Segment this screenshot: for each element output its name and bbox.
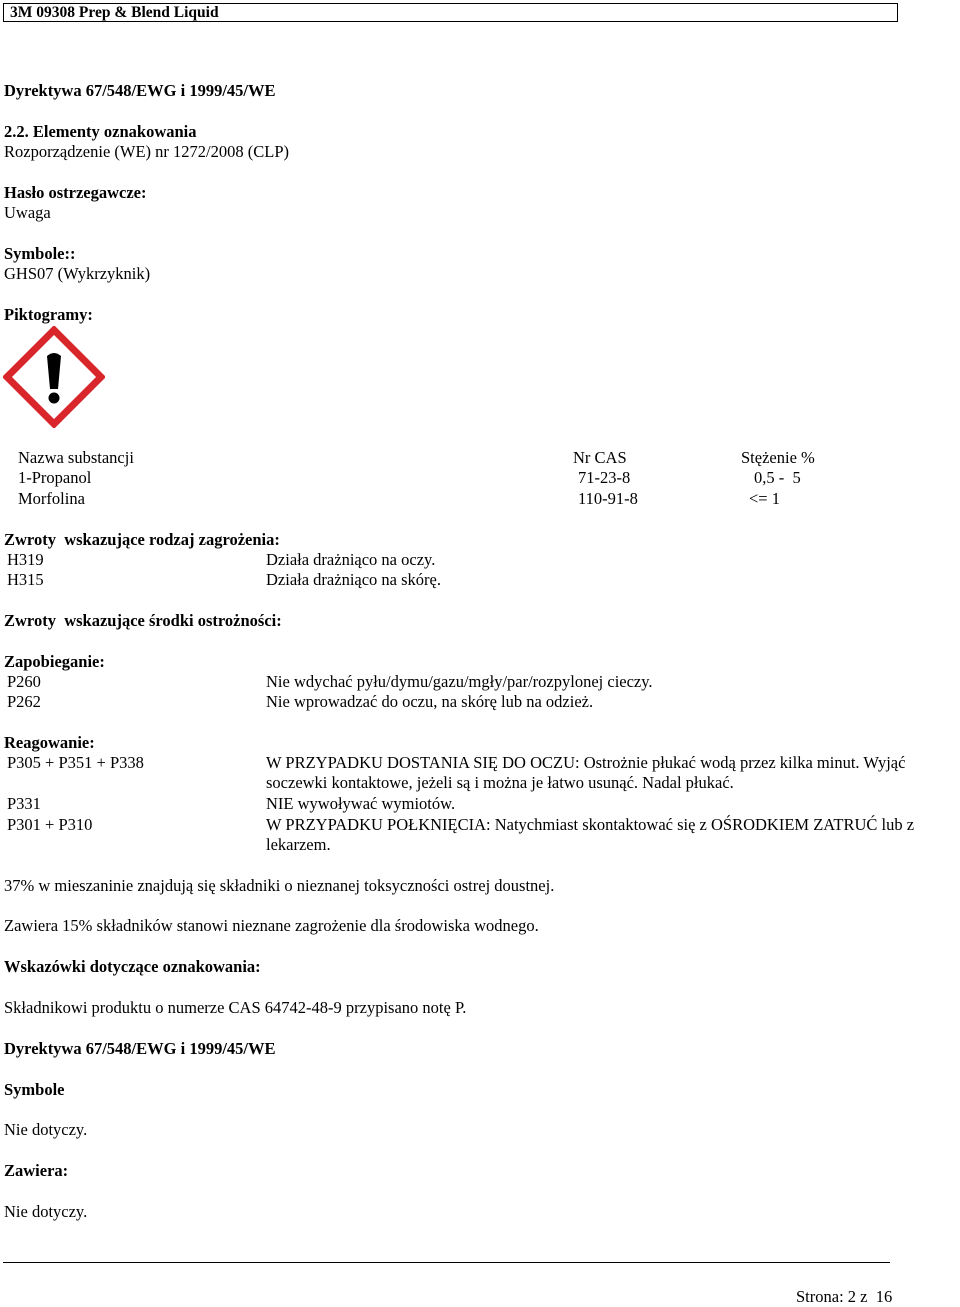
signal-word-value: Uwaga — [4, 203, 51, 222]
directive-heading-bottom: Dyrektywa 67/548/EWG i 1999/45/WE — [4, 1039, 276, 1058]
labelling-tips-text: Składnikowi produktu o numerze CAS 64742-48-9 przypisano notę P. — [4, 998, 467, 1017]
note-aquatic: Zawiera 15% składników stanowi nieznane zagrożenie dla środowiska wodnego. — [4, 916, 539, 935]
hazard-code: H319 — [7, 550, 44, 569]
col-header-cas: Nr CAS — [573, 448, 627, 467]
hazard-text: Działa drażniąco na skórę. — [266, 570, 441, 589]
precaution-text: W PRZYPADKU POŁKNIĘCIA: Natychmiast skontaktować się z OŚRODKIEM ZATRUĆ lub z lekarzem. — [266, 815, 915, 854]
section-title: 2.2. Elementy oznakowania — [4, 122, 197, 141]
header-box — [3, 3, 898, 22]
signal-word-label: Hasło ostrzegawcze: — [4, 183, 147, 202]
precaution-text: Nie wdychać pyłu/dymu/gazu/mgły/par/rozpylonej cieczy. — [266, 672, 653, 691]
response-label: Reagowanie: — [4, 733, 95, 752]
prevention-label: Zapobieganie: — [4, 652, 105, 671]
footer-divider — [3, 1262, 890, 1263]
symbols-label: Symbole:: — [4, 244, 76, 263]
directive-symbols-label: Symbole — [4, 1080, 65, 1099]
directive-symbols-value: Nie dotyczy. — [4, 1120, 88, 1139]
substance-name: 1-Propanol — [18, 468, 92, 487]
precaution-code: P301 + P310 — [7, 815, 93, 834]
regulation-title: Rozporządzenie (WE) nr 1272/2008 (CLP) — [4, 142, 289, 161]
directive-contains-value: Nie dotyczy. — [4, 1202, 88, 1221]
precaution-text: Nie wprowadzać do oczu, na skórę lub na odzież. — [266, 692, 594, 711]
substance-cas: 71-23-8 — [578, 468, 631, 487]
directive-heading-top: Dyrektywa 67/548/EWG i 1999/45/WE — [4, 81, 276, 100]
symbols-value: GHS07 (Wykrzyknik) — [4, 264, 151, 283]
hazard-code: H315 — [7, 570, 44, 589]
substance-cas: 110-91-8 — [578, 489, 638, 508]
page-number: Strona: 2 z 16 — [796, 1287, 893, 1306]
precaution-code: P331 — [7, 794, 41, 813]
precaution-code: P260 — [7, 672, 41, 691]
exclamation-dot — [49, 393, 60, 404]
substance-concentration: <= 1 — [749, 489, 780, 508]
col-header-name: Nazwa substancji — [18, 448, 134, 467]
pictograms-label: Piktogramy: — [4, 305, 93, 324]
note-acute-toxicity: 37% w mieszaninie znajdują się składniki o nieznanej toksyczności ostrej doustnej. — [4, 876, 555, 895]
hazard-text: Działa drażniąco na oczy. — [266, 550, 436, 569]
precaution-code: P262 — [7, 692, 41, 711]
document-title: 3M 09308 Prep & Blend Liquid — [10, 4, 219, 21]
precautionary-label: Zwroty wskazujące środki ostrożności: — [4, 611, 282, 630]
substance-concentration: 0,5 - 5 — [754, 468, 801, 487]
col-header-concentration: Stężenie % — [741, 448, 815, 467]
precaution-text: NIE wywoływać wymiotów. — [266, 794, 456, 813]
hazard-statements-label: Zwroty wskazujące rodzaj zagrożenia: — [4, 530, 280, 549]
ghs07-exclamation-icon — [3, 326, 105, 428]
substance-name: Morfolina — [18, 489, 85, 508]
directive-contains-label: Zawiera: — [4, 1161, 69, 1180]
precaution-code: P305 + P351 + P338 — [7, 753, 144, 772]
precaution-text: W PRZYPADKU DOSTANIA SIĘ DO OCZU: Ostrożnie płukać wodą przez kilka minut. Wyjąć soczewki kontaktowe, jeżeli są i można je łatwo usunąć. Nadal płukać. — [266, 753, 906, 792]
labelling-tips-label: Wskazówki dotyczące oznakowania: — [4, 957, 261, 976]
